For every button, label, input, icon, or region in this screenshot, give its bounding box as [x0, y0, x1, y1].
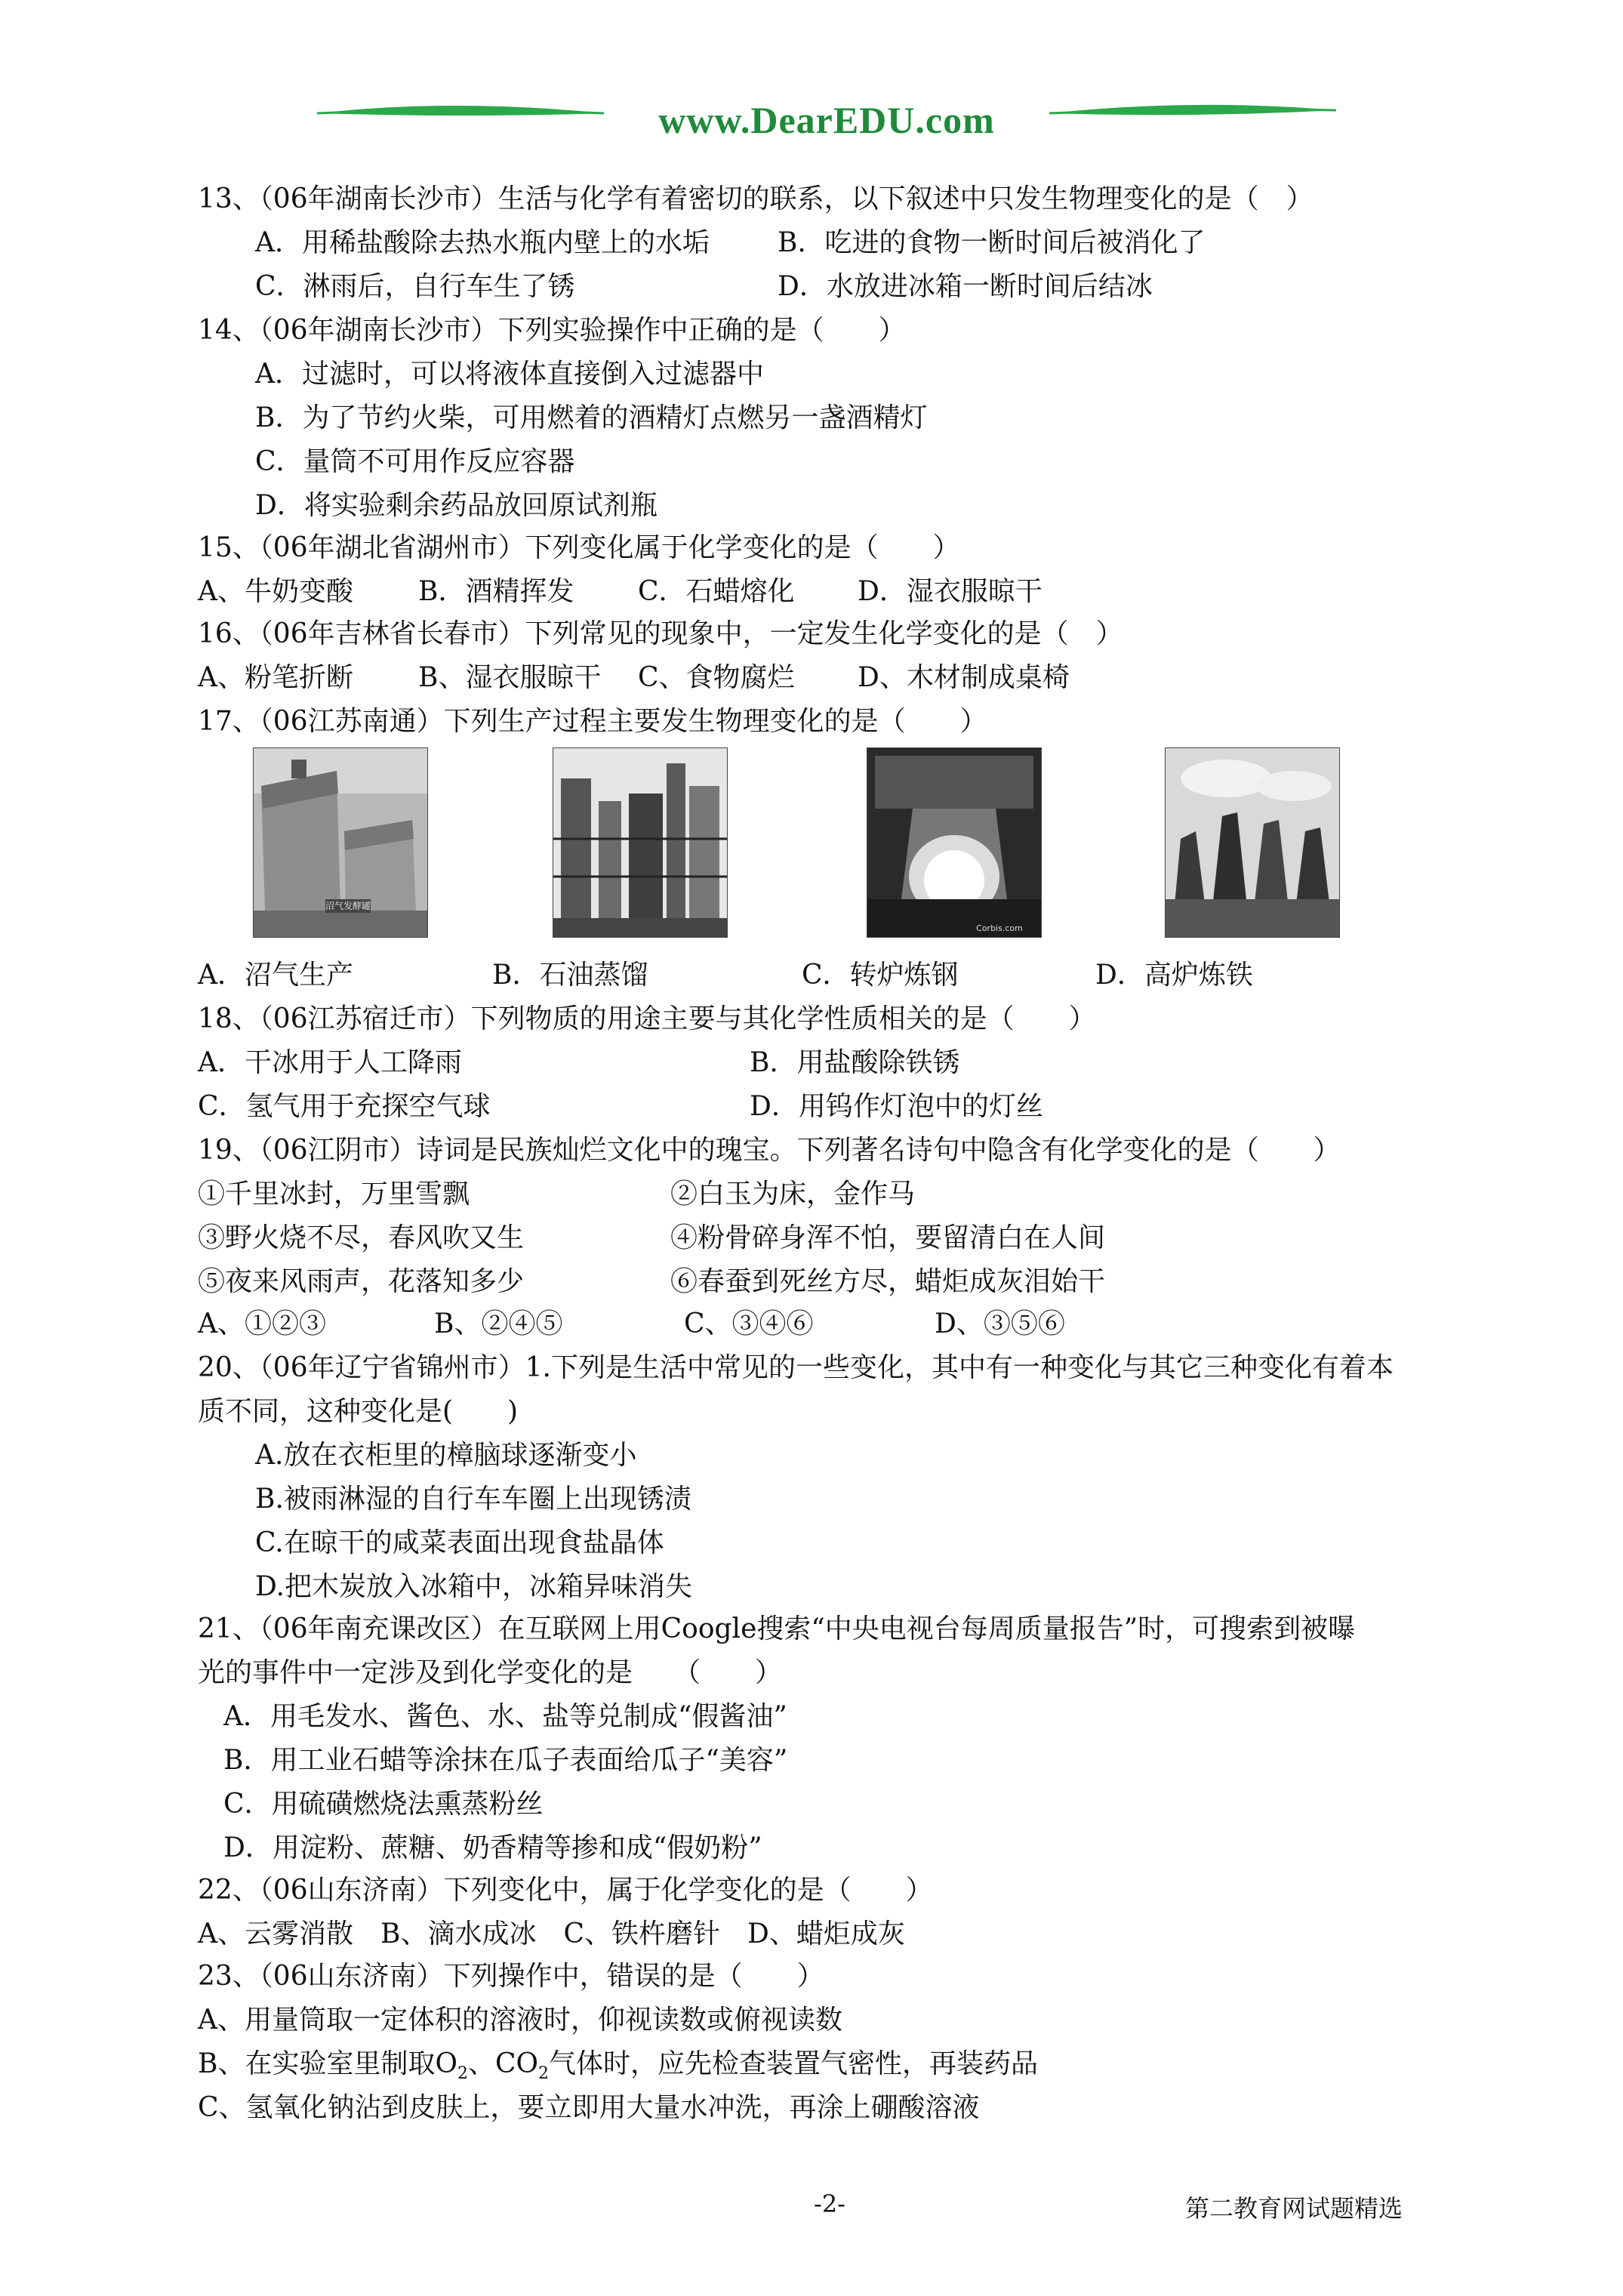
q13-stem: 13、（06年湖南长沙市）生活与化学有着密切的联系，以下叙述中只发生物理变化的是（ ）: [198, 183, 1313, 214]
q20-stem-line1: 20、（06年辽宁省锦州市）1.下列是生活中常见的一些变化，其中有一种变化与其它三种变化有着本: [198, 1352, 1394, 1383]
q19-poem-4: ④粉骨碎身浑不怕，要留清白在人间: [670, 1222, 1106, 1253]
q13-option-a: A．用稀盐酸除去热水瓶内壁上的水垢: [255, 227, 710, 258]
q17-photo-refinery: [553, 747, 728, 938]
q17-option-d: D．高炉炼铁: [1095, 960, 1253, 991]
q14-option-a: A．过滤时，可以将液体直接倒入过滤器中: [255, 359, 764, 390]
q14-stem: 14、（06年湖南长沙市）下列实验操作中正确的是（ ）: [198, 315, 906, 346]
q19-stem: 19、（06江阴市）诗词是民族灿烂文化中的瑰宝。下列著名诗句中隐含有化学变化的是（ ）: [198, 1135, 1341, 1166]
q17-option-b: B．石油蒸馏: [492, 960, 648, 991]
q16-option-a: A、粉笔折断: [198, 662, 353, 693]
q16-option-c: C、食物腐烂: [638, 662, 795, 693]
q23-option-b-sub2: 2: [538, 2064, 550, 2084]
q18-option-b: B．用盐酸除铁锈: [750, 1047, 960, 1078]
q17-stem: 17、（06江苏南通）下列生产过程主要发生物理变化的是（ ）: [198, 706, 987, 737]
q21-option-a: A．用毛发水、酱色、水、盐等兑制成“假酱油”: [223, 1701, 787, 1732]
q20-stem-line2: 质不同，这种变化是( ): [198, 1396, 519, 1427]
q19-poem-5: ⑤夜来风雨声，花落知多少: [198, 1266, 525, 1297]
q19-poem-3: ③野火烧不尽，春风吹又生: [198, 1222, 525, 1253]
q19-option-c: C、③④⑥: [684, 1308, 814, 1339]
q23-option-b-sub1: 2: [457, 2064, 468, 2084]
q21-option-d: D．用淀粉、蔗糖、奶香精等掺和成“假奶粉”: [223, 1832, 762, 1863]
site-header: [317, 91, 1336, 151]
q20-option-a: A.放在衣柜里的樟脑球逐渐变小: [255, 1440, 637, 1471]
q15-option-c: C．石蜡熔化: [638, 576, 795, 607]
q23-option-b-post: 气体时，应先检查装置气密性，再装药品: [549, 2048, 1039, 2079]
q17-photo-c-caption: Corbis.com: [976, 923, 1023, 933]
q21-stem-line1: 21、（06年南充课改区）在互联网上用Coogle搜索“中央电视台每周质量报告”时，可搜索到被曝: [198, 1613, 1356, 1644]
q19-option-b: B、②④⑤: [434, 1308, 563, 1339]
q15-stem: 15、（06年湖北省湖州市）下列变化属于化学变化的是（ ）: [198, 532, 960, 563]
site-logo-text: www.DearEDU.com: [658, 99, 995, 141]
q23-option-b-mid: 、CO: [467, 2048, 539, 2079]
q21-stem-line2: 光的事件中一定涉及到化学变化的是 （ ）: [198, 1657, 783, 1688]
q14-option-c: C．量筒不可用作反应容器: [255, 446, 575, 477]
q13-option-c: C．淋雨后，自行车生了锈: [255, 271, 575, 302]
q17-photo-a-caption: 沼气发酵罐: [325, 901, 371, 911]
q13-option-b: B．吃进的食物一断时间后被消化了: [778, 227, 1206, 258]
q21-option-b: B．用工业石蜡等涂抹在瓜子表面给瓜子“美容”: [223, 1745, 788, 1776]
q18-option-d: D．用钨作灯泡中的灯丝: [750, 1091, 1043, 1122]
q18-option-a: A．干冰用于人工降雨: [198, 1047, 462, 1078]
q18-option-c: C．氢气用于充探空气球: [198, 1091, 491, 1122]
q17-option-c: C．转炉炼钢: [802, 960, 959, 991]
q17-photo-biogas-tanks: [253, 747, 428, 938]
q17-photo-blast-furnace: [1165, 747, 1340, 938]
q18-stem: 18、（06江苏宿迁市）下列物质的用途主要与其化学性质相关的是（ ）: [198, 1003, 1096, 1034]
q16-stem: 16、（06年吉林省长春市）下列常见的现象中，一定发生化学变化的是（ ）: [198, 618, 1123, 649]
q20-option-c: C.在晾干的咸菜表面出现食盐晶体: [255, 1527, 664, 1558]
q16-option-b: B、湿衣服晾干: [418, 662, 602, 693]
q17-option-a: A．沼气生产: [198, 960, 353, 991]
q14-option-d: D．将实验剩余药品放回原试剂瓶: [255, 490, 658, 521]
q15-option-d: D．湿衣服晾干: [858, 576, 1042, 607]
q23-option-b: [198, 2049, 1038, 2089]
q23-stem: 23、（06山东济南）下列操作中，错误的是（ ）: [198, 1961, 824, 1992]
q21-option-c: C．用硫磺燃烧法熏蒸粉丝: [223, 1789, 544, 1820]
q19-option-a: A、①②③: [198, 1308, 326, 1339]
q14-option-b: B．为了节约火柴，可用燃着的酒精灯点燃另一盏酒精灯: [255, 402, 928, 433]
footer-source: 第二教育网试题精选: [1185, 2194, 1403, 2223]
q20-option-d: D.把木炭放入冰箱中，冰箱异味消失: [255, 1571, 693, 1602]
q15-option-a: A、牛奶变酸: [198, 576, 353, 607]
q19-poem-6: ⑥春蚕到死丝方尽，蜡炬成灰泪始干: [670, 1266, 1106, 1297]
q23-option-c: C、氢氧化钠沾到皮肤上，要立即用大量水冲洗，再涂上硼酸溶液: [198, 2092, 980, 2123]
q19-poem-2: ②白玉为床，金作马: [670, 1179, 916, 1210]
q22-stem: 22、（06山东济南）下列变化中，属于化学变化的是（ ）: [198, 1875, 933, 1906]
q20-option-b: B.被雨淋湿的自行车车圈上出现锈渍: [255, 1484, 691, 1515]
q15-option-b: B．酒精挥发: [418, 576, 574, 607]
q23-option-a: A、用量筒取一定体积的溶液时，仰视读数或俯视读数: [198, 2005, 842, 2036]
q19-poem-1: ①千里冰封，万里雪飘: [198, 1179, 470, 1210]
q23-option-b-pre: B、在实验室里制取O: [198, 2048, 457, 2079]
q13-option-d: D．水放进冰箱一断时间后结冰: [778, 271, 1153, 302]
q22-options: A、云雾消散 B、滴水成冰 C、铁杵磨针 D、蜡炬成灰: [198, 1918, 905, 1949]
page-number: -2-: [814, 2190, 845, 2218]
q16-option-d: D、木材制成桌椅: [858, 662, 1070, 693]
q17-photo-converter-furnace: [867, 747, 1042, 938]
q19-option-d: D、③⑤⑥: [935, 1308, 1065, 1339]
